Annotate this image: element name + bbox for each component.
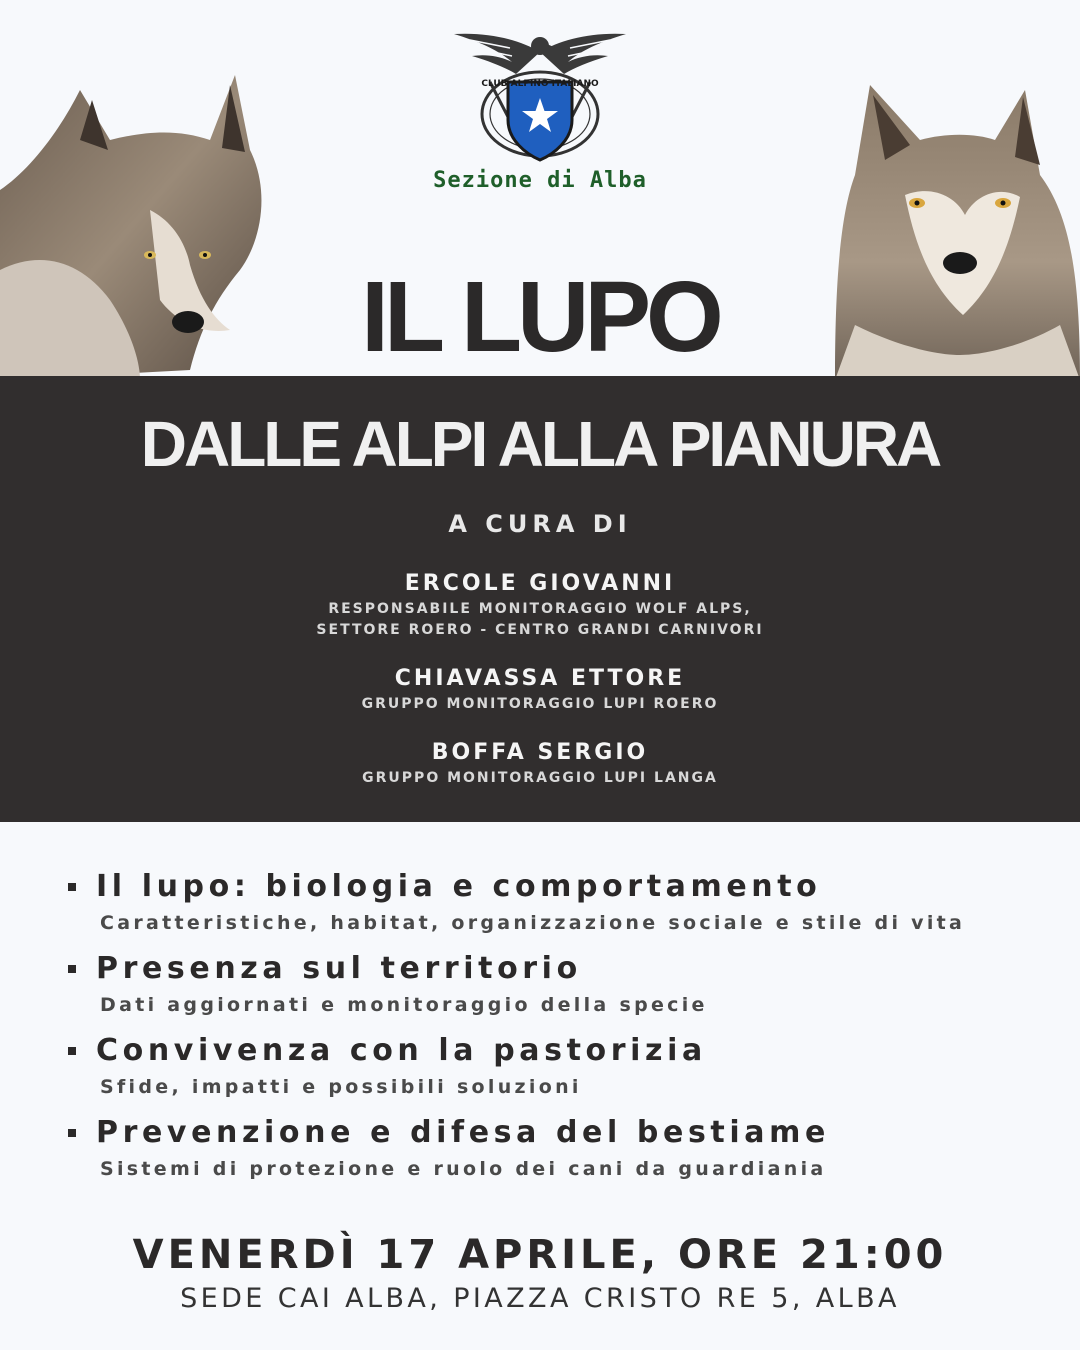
list-item bbox=[68, 950, 1048, 1032]
speaker-name: ERCOLE GIOVANNI bbox=[404, 571, 676, 596]
list-item bbox=[68, 868, 1048, 950]
logo-text: CLUB ALPINO ITALIANO bbox=[481, 79, 599, 89]
topic-subtitle: Dati aggiornati e monitoraggio della specie bbox=[100, 994, 708, 1016]
speaker-item bbox=[0, 569, 1080, 641]
topic-subtitle: Sfide, impatti e possibili soluzioni bbox=[100, 1076, 582, 1098]
speakers-band bbox=[0, 376, 1080, 822]
bullet-square-icon bbox=[68, 965, 76, 973]
topic-title: Presenza sul territorio bbox=[96, 951, 582, 986]
speaker-role: GRUPPO MONITORAGGIO LUPI ROERO bbox=[361, 696, 719, 712]
bullet-square-icon bbox=[68, 883, 76, 891]
topic-title: Prevenzione e difesa del bestiame bbox=[96, 1115, 830, 1150]
topic-title: Convivenza con la pastorizia bbox=[96, 1033, 707, 1068]
section-name: Sezione di Alba bbox=[433, 168, 647, 193]
topic-subtitle: Sistemi di protezione e ruolo dei cani da guardiania bbox=[100, 1158, 827, 1180]
speaker-role: GRUPPO MONITORAGGIO LUPI LANGA bbox=[362, 770, 718, 786]
event-date-time: VENERDÌ 17 APRILE, ORE 21:00 bbox=[132, 1232, 948, 1278]
speaker-item bbox=[0, 664, 1080, 715]
curated-by-label: A CURA DI bbox=[448, 510, 632, 538]
topic-subtitle: Caratteristiche, habitat, organizzazione sociale e stile di vita bbox=[100, 912, 966, 934]
subtitle: DALLE ALPI ALLA PIANURA bbox=[140, 408, 940, 480]
speaker-name: BOFFA SERGIO bbox=[431, 740, 649, 765]
list-item bbox=[68, 1114, 1048, 1196]
speaker-role: RESPONSABILE MONITORAGGIO WOLF ALPS, bbox=[328, 601, 752, 617]
event-venue: SEDE CAI ALBA, PIAZZA CRISTO RE 5, ALBA bbox=[180, 1283, 900, 1314]
speaker-role: SETTORE ROERO - CENTRO GRANDI CARNIVORI bbox=[316, 622, 764, 638]
bullet-square-icon bbox=[68, 1129, 76, 1137]
speaker-item bbox=[0, 738, 1080, 789]
topic-title: Il lupo: biologia e comportamento bbox=[96, 869, 822, 904]
cai-eagle-logo bbox=[450, 22, 630, 167]
list-item bbox=[68, 1032, 1048, 1114]
topics-list bbox=[68, 868, 1048, 1196]
bullet-square-icon bbox=[68, 1047, 76, 1055]
main-title: IL LUPO bbox=[361, 261, 719, 373]
speaker-name: CHIAVASSA ETTORE bbox=[394, 666, 686, 691]
